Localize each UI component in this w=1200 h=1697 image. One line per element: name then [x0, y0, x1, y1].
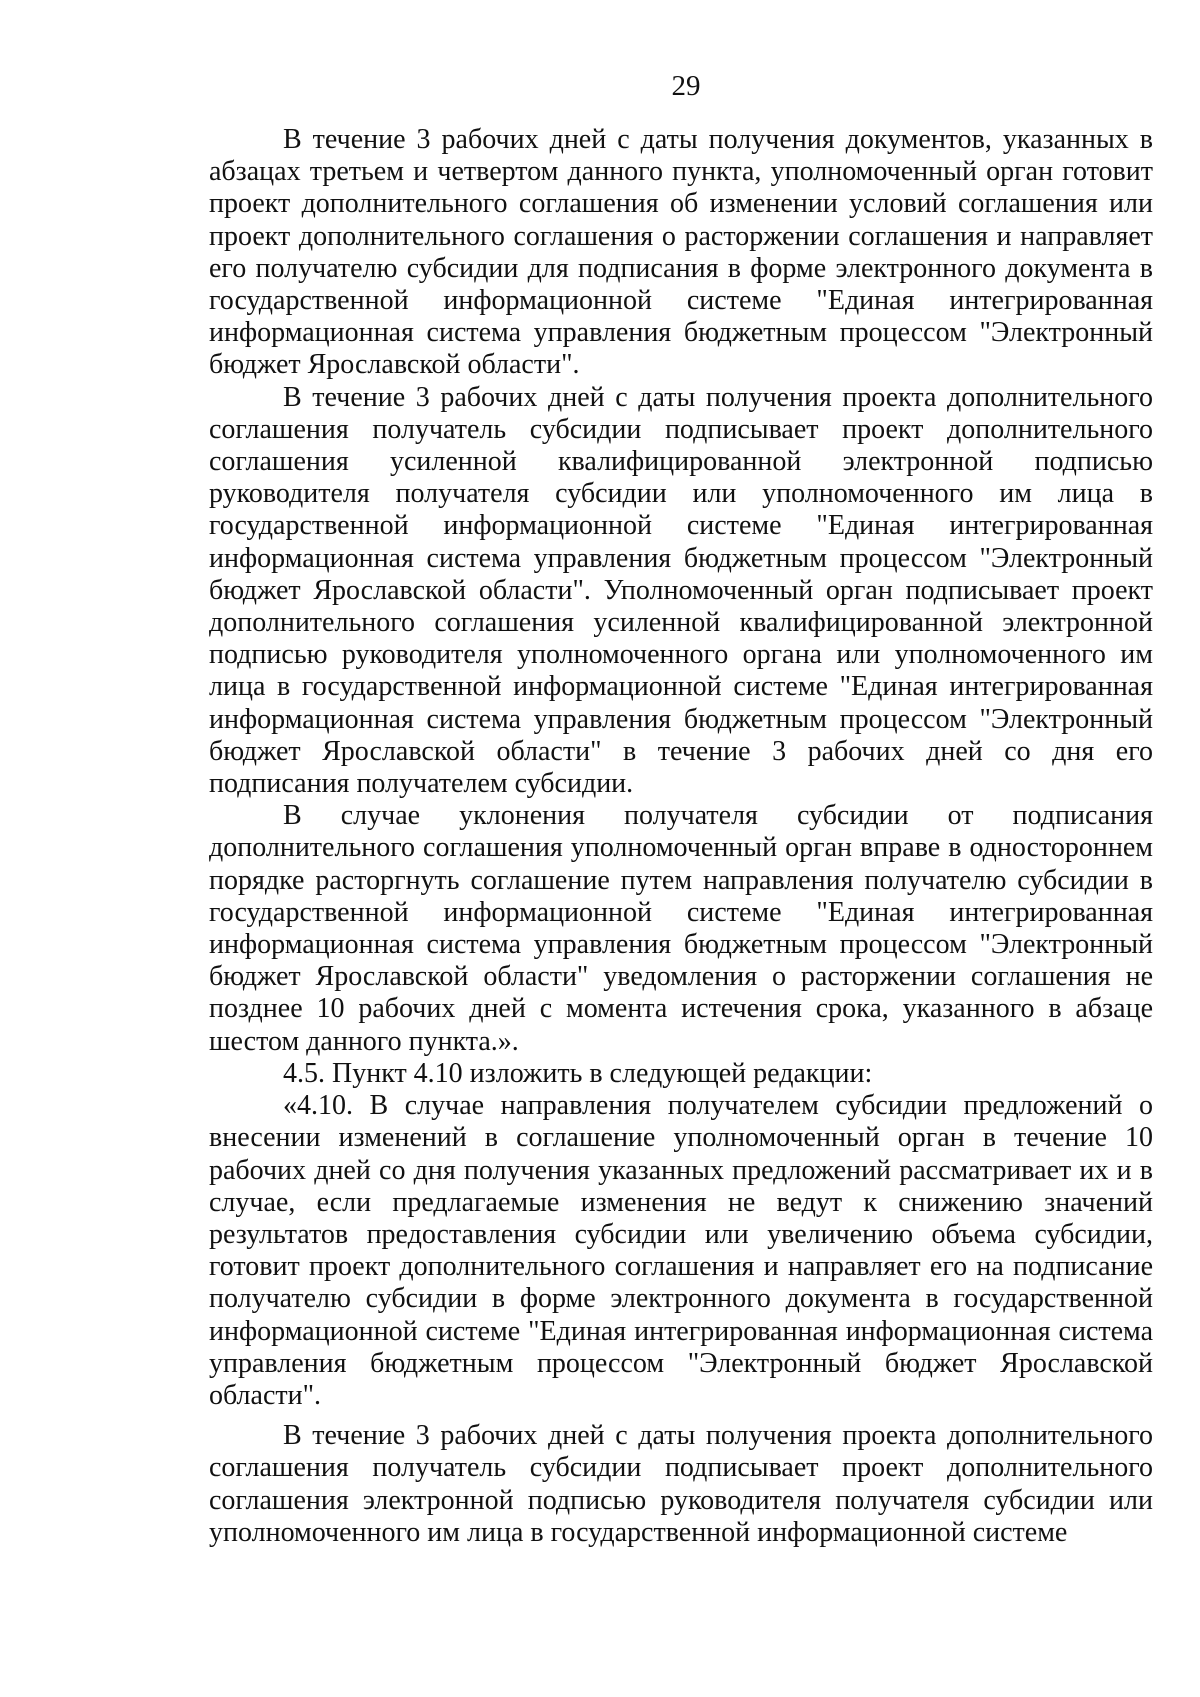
- page-number: 29: [671, 70, 701, 102]
- paragraph: В случае уклонения получателя субсидии от подписания дополнительного соглашения уполномоченный орган вправе в одностороннем порядке расторгнуть соглашение путем направления получателю субсидии в государственной информационной системе "Единая интегрированная информационная система управления бюджетным процессом "Электронный бюджет Ярославской области" уведомления о расторжении соглашения не позднее 10 рабочих дней с момента истечения срока, указанного в абзаце шестом данного пункта.».: [209, 800, 1153, 1057]
- paragraph: «4.10. В случае направления получателем субсидии предложений о внесении изменений в соглашение уполномоченный орган в течение 10 рабочих дней со дня получения указанных предложений рассматривает их и в случае, если предлагаемые изменения не ведут к снижению значений результатов предоставления субсидии или увеличению объема субсидии, готовит проект дополнительного соглашения и направляет его на подписание получателю субсидии в форме электронного документа в государственной информационной системе "Единая интегрированная информационная система управления бюджетным процессом "Электронный бюджет Ярославской области".: [209, 1090, 1153, 1411]
- paragraph: В течение 3 рабочих дней с даты получения проекта дополнительного соглашения получатель субсидии подписывает проект дополнительного соглашения усиленной квалифицированной электронной подписью руководителя получателя субсидии или уполномоченного им лица в государственной информационной системе "Единая интегрированная информационная система управления бюджетным процессом "Электронный бюджет Ярославской области". Уполномоченный орган подписывает проект дополнительного соглашения усиленной квалифицированной электронной подписью руководителя уполномоченного органа или уполномоченного им лица в государственной информационной системе "Единая интегрированная информационная система управления бюджетным процессом "Электронный бюджет Ярославской области" в течение 3 рабочих дней со дня его подписания получателем субсидии.: [209, 381, 1153, 800]
- paragraph: 4.5. Пункт 4.10 изложить в следующей редакции:: [283, 1057, 873, 1089]
- paragraph: В течение 3 рабочих дней с даты получения проекта дополнительного соглашения получатель субсидии подписывает проект дополнительного соглашения электронной подписью руководителя получателя субсидии или уполномоченного им лица в государственной информационной системе: [209, 1420, 1153, 1548]
- paragraph: В течение 3 рабочих дней с даты получения документов, указанных в абзацах третьем и четвертом данного пункта, уполномоченный орган готовит проект дополнительного соглашения об изменении условий соглашения или проект дополнительного соглашения о расторжении соглашения и направляет его получателю субсидии для подписания в форме электронного документа в государственной информационной системе "Единая интегрированная информационная система управления бюджетным процессом "Электронный бюджет Ярославской области".: [209, 124, 1153, 381]
- document-body: [209, 124, 1153, 1549]
